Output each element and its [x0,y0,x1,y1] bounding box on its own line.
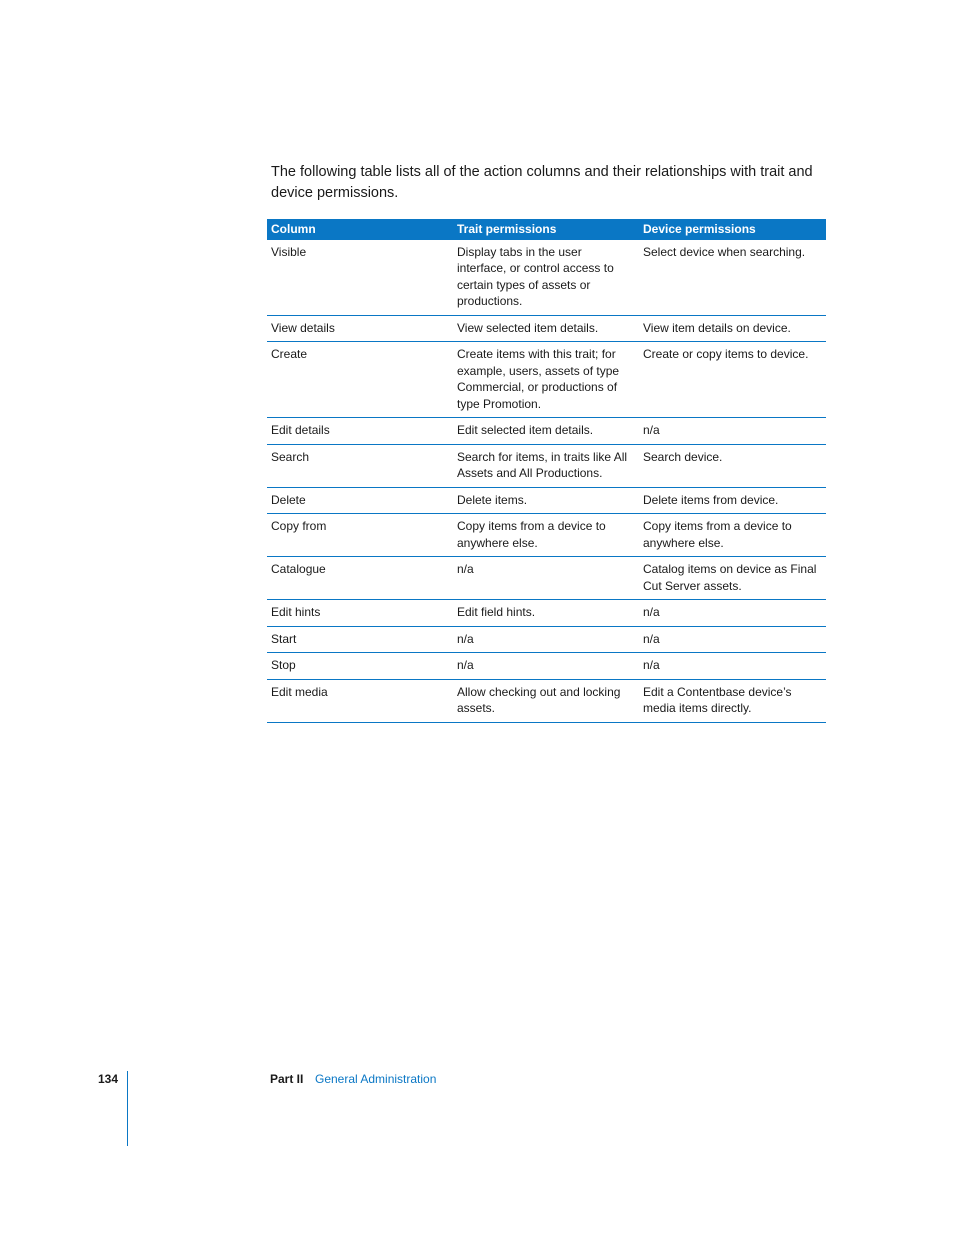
table-cell: Catalog items on device as Final Cut Server assets. [639,557,826,600]
table-cell: Edit selected item details. [453,418,639,445]
table-cell: Delete items. [453,487,639,514]
footer-part-label: Part II [270,1072,304,1086]
table-cell: Stop [267,653,453,680]
table-header-row [267,219,826,240]
column-header-trait-permissions: Trait permissions [453,219,639,240]
table-row [267,315,826,342]
table-row [267,240,826,316]
table-cell: Edit field hints. [453,600,639,627]
table-cell: View item details on device. [639,315,826,342]
table-row [267,418,826,445]
table-cell: Create or copy items to device. [639,342,826,418]
table-cell: Allow checking out and locking assets. [453,679,639,722]
table-cell: Start [267,626,453,653]
table-row [267,626,826,653]
table-row [267,557,826,600]
table-cell: Edit hints [267,600,453,627]
table-cell: Create items with this trait; for example, users, assets of type Commercial, or productions of type Promotion. [453,342,639,418]
table-cell: Display tabs in the user interface, or control access to certain types of assets or productions. [453,240,639,316]
table-cell: n/a [639,626,826,653]
table-cell: n/a [453,557,639,600]
table-row [267,653,826,680]
table-cell: Delete [267,487,453,514]
table-cell: Edit a Contentbase device’s media items directly. [639,679,826,722]
table-cell: Visible [267,240,453,316]
table-cell: n/a [639,653,826,680]
table-cell: Create [267,342,453,418]
table-cell: View selected item details. [453,315,639,342]
table-cell: Select device when searching. [639,240,826,316]
table-cell: Edit details [267,418,453,445]
table-row [267,514,826,557]
table-cell: n/a [453,626,639,653]
column-header-device-permissions: Device permissions [639,219,826,240]
table-cell: Catalogue [267,557,453,600]
footer-section-title: General Administration [315,1072,437,1086]
permissions-table [267,219,826,723]
table-cell: n/a [639,418,826,445]
table-cell: Search device. [639,444,826,487]
footer-divider [127,1071,128,1146]
table-cell: Copy items from a device to anywhere else. [639,514,826,557]
table-cell: Search [267,444,453,487]
table-cell: Copy from [267,514,453,557]
table-row [267,342,826,418]
table-row [267,679,826,722]
table-row [267,444,826,487]
table-cell: View details [267,315,453,342]
intro-paragraph: The following table lists all of the action columns and their relationships with trait and device permissions. [271,164,813,201]
column-header-column: Column [267,219,453,240]
table-cell: Edit media [267,679,453,722]
table-cell: n/a [639,600,826,627]
table-cell: n/a [453,653,639,680]
table-cell: Search for items, in traits like All Assets and All Productions. [453,444,639,487]
table-cell: Delete items from device. [639,487,826,514]
page-number: 134 [98,1072,119,1086]
table-row [267,600,826,627]
table-cell: Copy items from a device to anywhere else. [453,514,639,557]
table-row [267,487,826,514]
